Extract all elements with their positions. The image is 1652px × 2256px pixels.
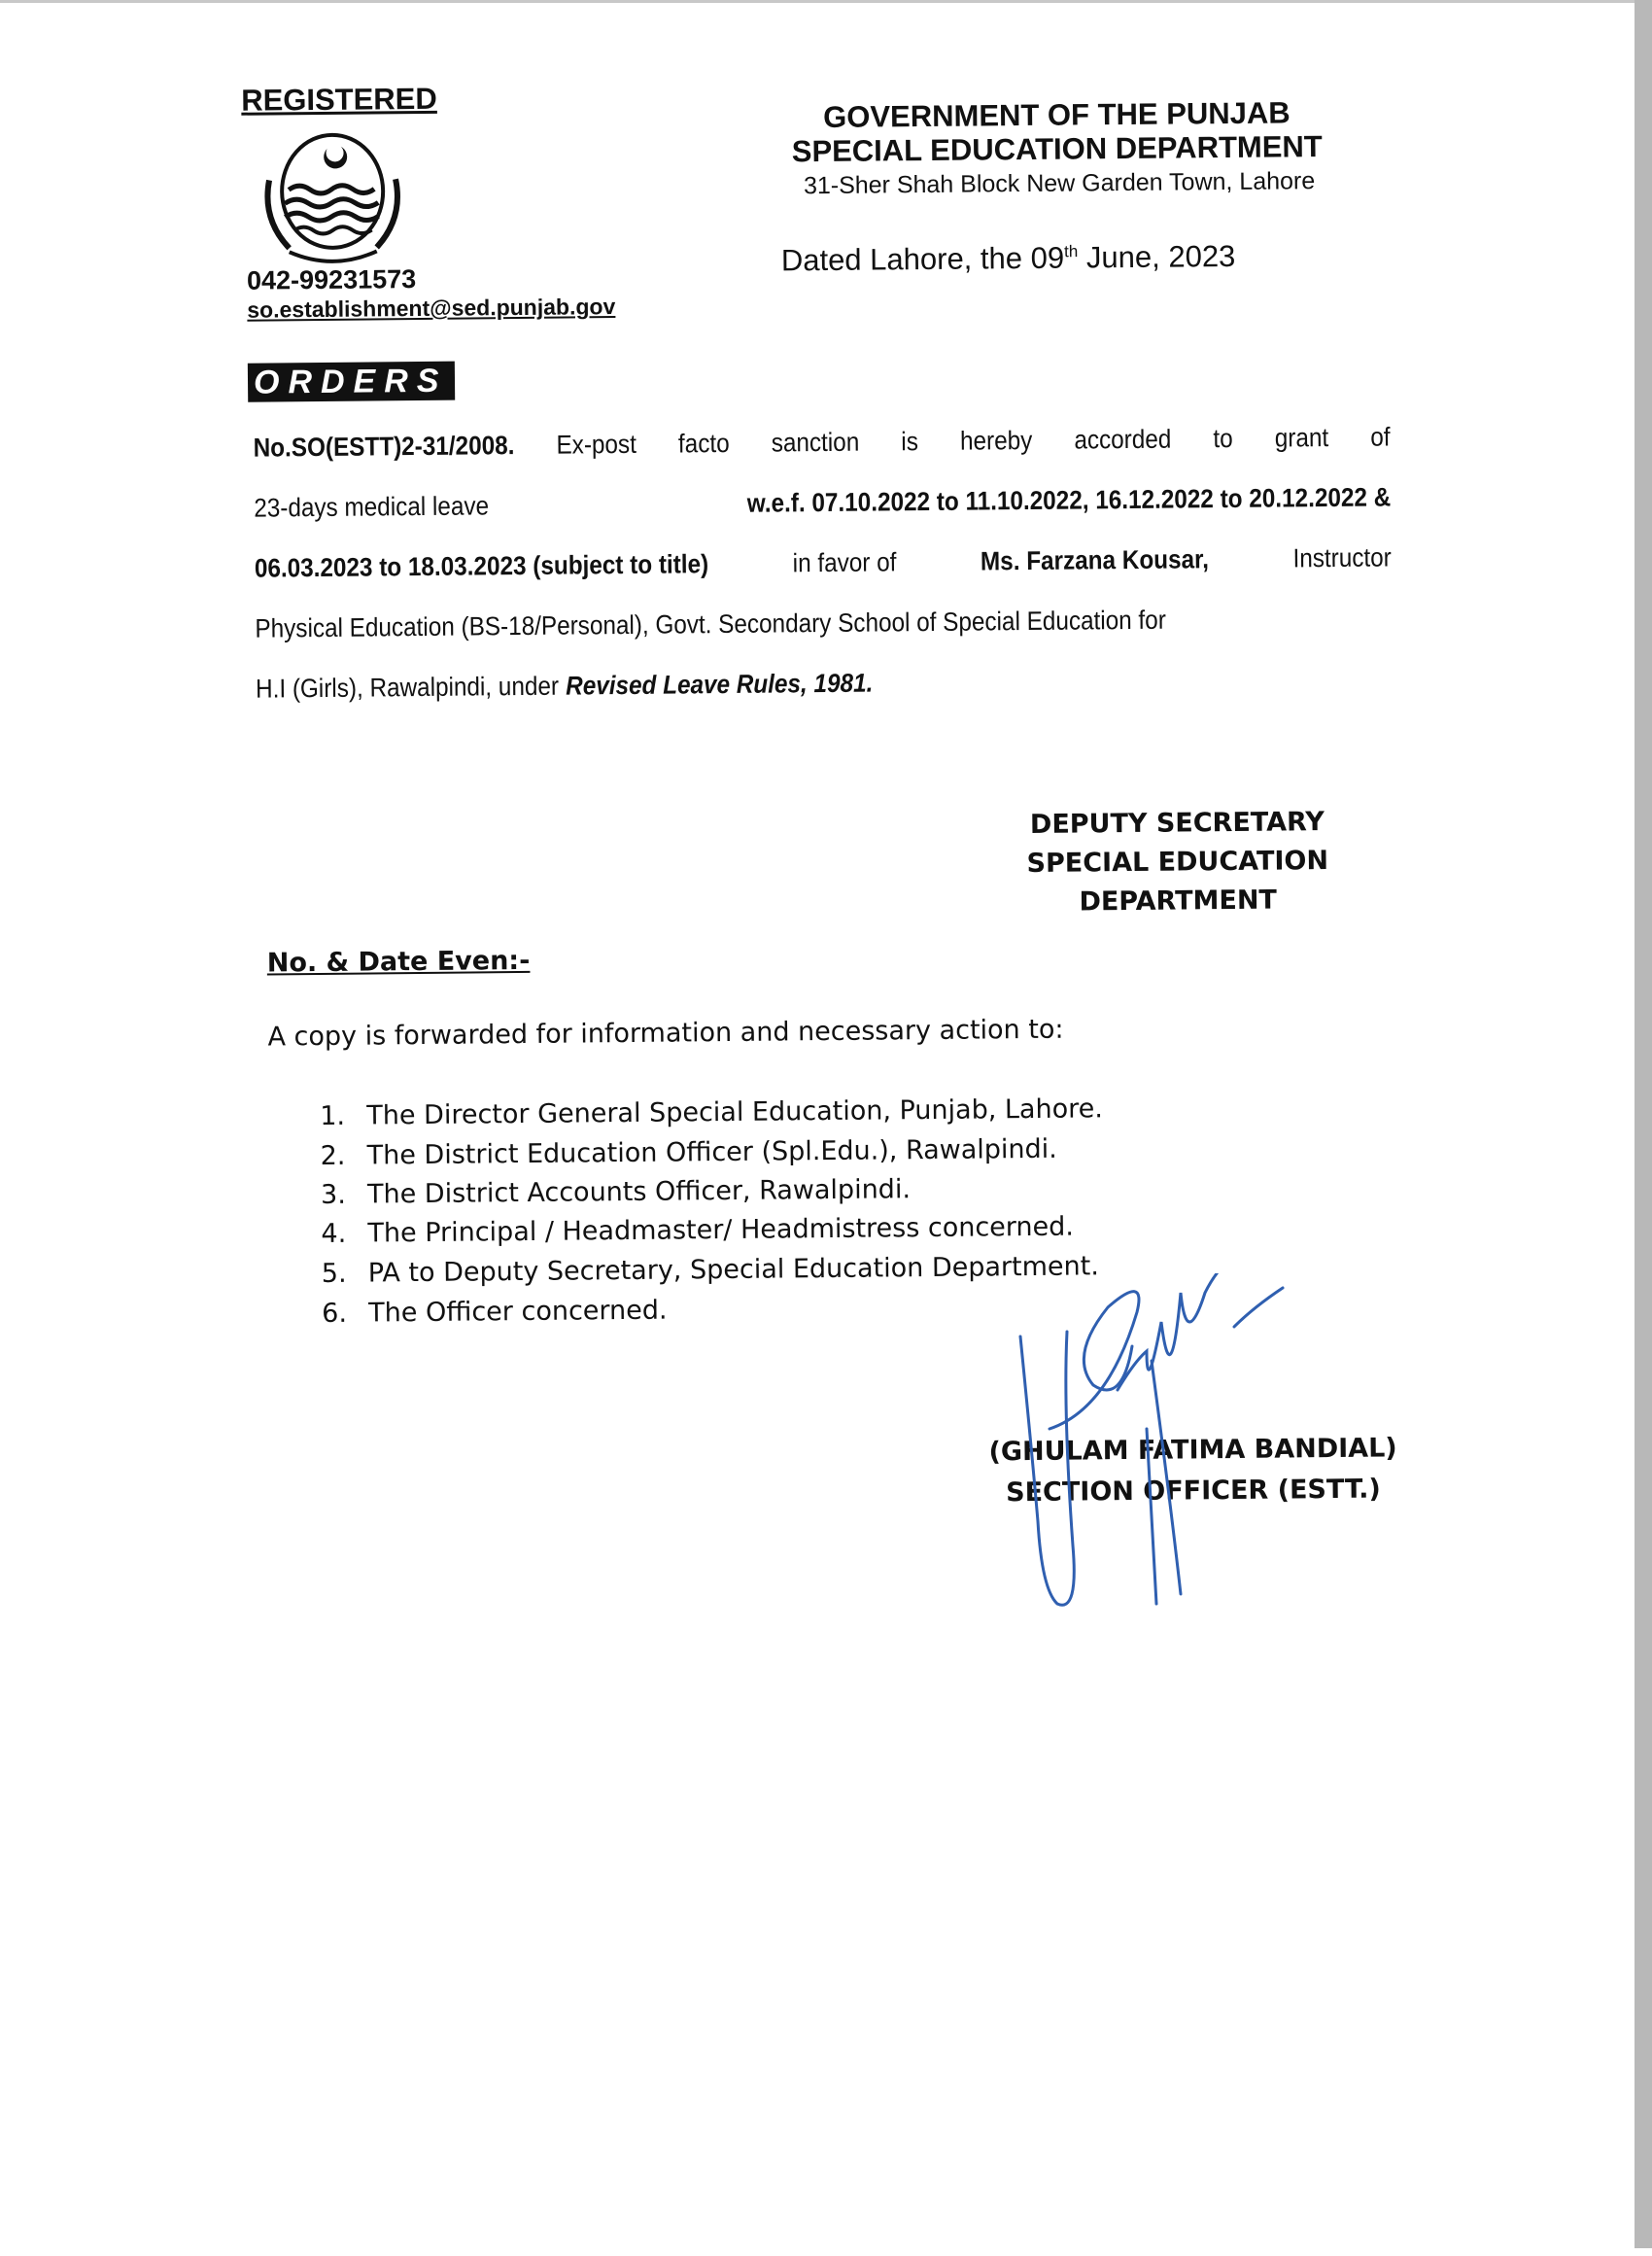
employee-post: Physical Education (BS-18/Personal), Govt. Secondary School of Special Education for: [255, 605, 1166, 643]
word: to: [1213, 423, 1233, 454]
punjab-emblem-logo: [250, 130, 416, 268]
item-text: The Officer concerned.: [368, 1295, 668, 1329]
designation-line-1: DEPUTY SECRETARY: [1029, 807, 1325, 840]
paragraph-line-1: [254, 422, 1392, 493]
word: hereby: [959, 425, 1033, 456]
leave-dates: w.e.f. 07.10.2022 to 11.10.2022, 16.12.2022 to 20.12.2022 &: [746, 482, 1392, 518]
recipient-item: [321, 1212, 1074, 1249]
date-prefix: Dated Lahore, the 09: [780, 240, 1065, 278]
item-number: 3.: [320, 1179, 346, 1211]
paragraph-line-5: [256, 663, 1394, 734]
employee-name: Ms. Farzana Kousar,: [980, 544, 1210, 576]
item-text: The District Education Officer (Spl.Edu.), Rawalpindi.: [366, 1133, 1057, 1171]
item-text: The Director General Special Education, Punjab, Lahore.: [366, 1093, 1103, 1131]
order-paragraph: [254, 422, 1394, 734]
paragraph-line-4: [255, 603, 1393, 674]
item-text: The Principal / Headmaster/ Headmistress concerned.: [367, 1211, 1075, 1249]
registered-label: REGISTERED: [241, 81, 437, 118]
word: sanction: [771, 427, 860, 458]
recipient-item: [320, 1093, 1103, 1131]
leave-type: 23-days medical leave: [254, 491, 490, 523]
orders-heading: ORDERS: [248, 362, 456, 402]
designation-line-3: DEPARTMENT: [1079, 885, 1278, 918]
government-title: GOVERNMENT OF THE PUNJAB: [823, 95, 1291, 134]
reference-number: No.SO(ESTT)2-31/2008.: [253, 431, 515, 463]
no-date-even-heading: No. & Date Even:-: [266, 945, 531, 979]
word: facto: [677, 428, 730, 459]
word: is: [901, 427, 919, 457]
recipient-item: [321, 1134, 1057, 1171]
handwritten-signature: [1011, 1273, 1302, 1614]
rules-reference: Revised Leave Rules, 1981.: [566, 668, 874, 701]
text: Instructor: [1292, 542, 1392, 573]
item-number: 4.: [321, 1218, 347, 1250]
recipient-item: [322, 1251, 1099, 1289]
item-number: 2.: [320, 1140, 346, 1172]
word: grant: [1274, 423, 1329, 453]
paragraph-line-2: [254, 482, 1392, 553]
signatory-title: SECTION OFFICER (ESTT.): [1006, 1474, 1381, 1509]
word: Ex-post: [556, 429, 637, 460]
date-suffix-sup: th: [1063, 242, 1079, 261]
copy-forwarded-line: A copy is forwarded for information and necessary action to:: [267, 1014, 1064, 1053]
email-address: so.establishment@sed.punjab.gov: [247, 294, 616, 323]
signatory-name: (GHULAM FATIMA BANDIAL): [988, 1433, 1397, 1468]
item-number: 1.: [320, 1100, 346, 1132]
phone-number: 042-99231573: [246, 264, 417, 295]
word: accorded: [1074, 424, 1172, 455]
leave-dates-cont: 06.03.2023 to 18.03.2023 (subject to title): [254, 549, 709, 583]
paragraph-line-3: [255, 542, 1393, 613]
department-address: 31-Sher Shah Block New Garden Town, Lahore: [803, 167, 1316, 200]
designation-line-2: SPECIAL EDUCATION: [1026, 846, 1329, 880]
text: H.I (Girls), Rawalpindi, under: [255, 671, 560, 704]
item-text: The District Accounts Officer, Rawalpindi.: [366, 1174, 912, 1210]
item-text: PA to Deputy Secretary, Special Education Department.: [367, 1251, 1099, 1289]
recipient-item: [321, 1174, 911, 1210]
text: in favor of: [792, 547, 897, 578]
recipient-item: [322, 1296, 668, 1329]
word: of: [1370, 422, 1391, 452]
date-line: [781, 239, 1236, 278]
department-title: SPECIAL EDUCATION DEPARTMENT: [791, 129, 1323, 169]
item-number: 6.: [322, 1298, 348, 1330]
date-month-year: June, 2023: [1078, 238, 1236, 275]
item-number: 5.: [321, 1258, 347, 1290]
